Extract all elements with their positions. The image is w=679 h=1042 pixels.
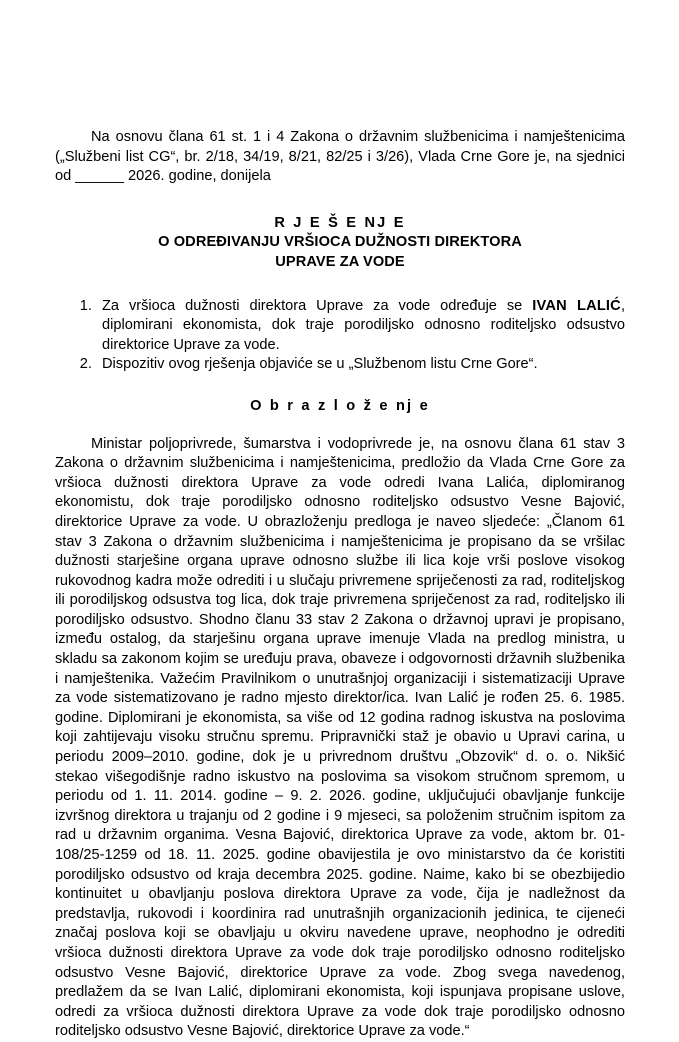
reasoning-heading: O b r a z l o ž e nj e <box>250 397 430 414</box>
dispositiv-item-2-text: Dispozitiv ovog rješenja objaviće se u „Službenom listu Crne Gore“. <box>102 356 538 373</box>
title-line-subject: O ODREĐIVANJU VRŠIOCA DUŽNOSTI DIREKTORA <box>158 234 522 251</box>
reasoning-paragraph: Ministar poljoprivrede, šumarstva i vodoprivrede je, na osnovu člana 61 stav 3 Zakona o državnim službenicima i namještenicima, predložio da Vlada Crne Gore za vršioca dužnosti direktora Uprave za vode odredi Ivana Lalića, diplomiranog ekonomistu, dok traje porodiljsko odnosno roditeljsko odsustvo Vesne Bajović, direktorice Uprave za vode. U obrazloženju predloga je naveo sljedeće: „Članom 61 stav 3 Zakona o državnim službenicima i namještenicima je propisano da se vršilac dužnosti starješine organa uprave odnosno službe ili lica koje vrši poslove visokog rukovodnog kadra može odrediti i u slučaju privremene spriječenosti za rad, roditeljskog ili porodiljskog odsustva tog lica, dok traje privremena spriječenost za rad, roditeljsko ili porodiljsko odsustvo. Shodno članu 33 stav 2 Zakona o državnoj upravi je propisano, između ostalog, da starješinu organa uprave imenuje Vlada na predlog ministra, u skladu sa zakonom kojim se uređuju prava, obaveze i odgovornosti državnih službenika i namještenika. Važećim Pravilnikom o unutrašnjoj organizaciji i sistematizaciji Uprave za vode sistematizovano je radno mjesto direktor/ica. Ivan Lalić je rođen 25. 6. 1985. godine. Diplomirani je ekonomista, sa više od 12 godina radnog iskustva na poslovima koji zahtijevaju visoku stručnu spremu. Pripravnički staž je obavio u Upravi carina, u periodu 2009–2010. godine, dok je u privrednom društvu „Obzovik“ d. o. o. Nikšić stekao višegodišnje radno iskustvo na poslovima sa visokom stručnom spremom, u periodu od 1. 11. 2014. godine – 9. 2. 2026. godine, uključujući obavljanje funkcije izvršnog direktora u trajanju od 2 godine i 9 mjeseci, sa položenim stručnim ispitom za rad u državnim organima. Vesna Bajović, direktorica Uprave za vode, aktom br. 01-108/25-1259 od 18. 11. 2025. godine obavijestila je ovo ministarstvo da će koristiti porodiljsko odsustvo od kraja decembra 2025. godine. Naime, kako bi se obezbijedio kontinuitet u obavljanju poslova direktora Uprave za vode, čija je nadležnost da predstavlja, rukovodi i koordinira rad unutrašnjih organizacionih jedinica, te cijeneći značaj poslova koji se obavljaju u okviru navedene uprave, neophodno je odrediti vršioca dužnosti direktora Uprave za vode dok traje porodiljsko odnosno roditeljsko odsustvo Vesne Bajović, direktorice Uprave za vode. Zbog svega navedenog, predlažem da se Ivan Lalić, diplomirani ekonomista, koji ispunjava propisane uslove, odredi za vršioca dužnosti direktora Uprave za vode dok traje porodiljsko odnosno roditeljsko odsustvo Vesne Bajović, direktorice Uprave za vode.“ <box>55 435 625 1040</box>
document-body <box>55 128 625 1042</box>
appointee-name: IVAN LALIĆ <box>532 297 621 314</box>
dispositiv-list <box>55 297 625 375</box>
title-line-rjesenje: R J E Š E NJ E <box>274 214 406 231</box>
dispositiv-item-1-text-before: Za vršioca dužnosti direktora Uprave za vode određuje se <box>102 297 533 314</box>
document-title <box>55 214 625 273</box>
title-line-authority: UPRAVE ZA VODE <box>275 253 405 270</box>
dispositiv-item-1-text-after: , diplomirani ekonomista, dok traje porodiljsko odnosno roditeljsko odsustvo direktorice Uprave za vode. <box>102 297 625 353</box>
dispositiv-item-1 <box>96 297 625 356</box>
preamble-paragraph: Na osnovu člana 61 st. 1 i 4 Zakona o državnim službenicima i namještenicima („Službeni list CG“, br. 2/18, 34/19, 8/21, 82/25 i 3/26), Vlada Crne Gore je, na sjednici od ______ 2026. godine, donijela <box>55 129 625 185</box>
dispositiv-item-2 <box>96 355 625 375</box>
